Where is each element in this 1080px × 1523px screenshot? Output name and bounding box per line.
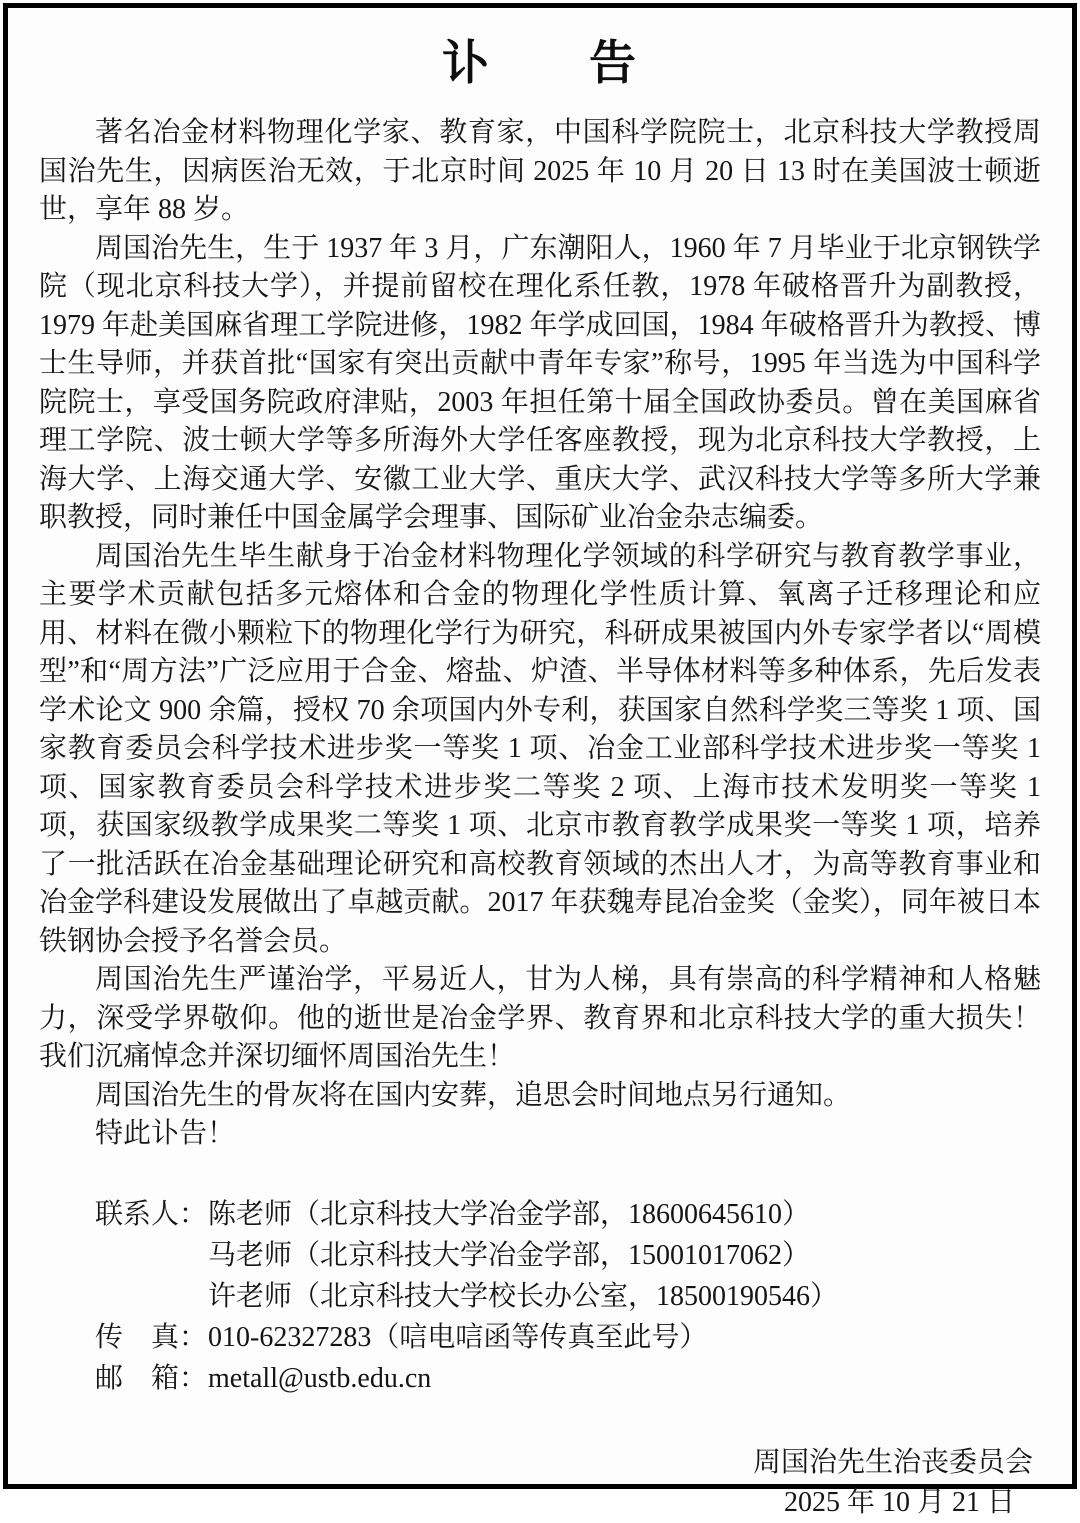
signature-block [39, 1443, 1041, 1523]
page-title: 讣 告 [442, 38, 638, 90]
paragraph-tribute: 周国治先生严谨治学，平易近人，甘为人梯，具有崇高的科学精神和人格魅力，深受学界敬仰。他的逝世是冶金学界、教育界和北京科技大学的重大损失！我们沉痛悼念并深切缅怀周国治先生！ [39, 964, 1041, 1073]
email-row [95, 1358, 1041, 1399]
contact-row-person-3 [95, 1276, 1041, 1317]
contact-block [39, 1194, 1041, 1399]
paragraph-achievements: 周国治先生毕生献身于冶金材料物理化学领域的科学研究与教育教学事业，主要学术贡献包括多元熔体和合金的物理化学性质计算、氧离子迁移理论和应用、材料在微小颗粒下的物理化学行为研究，科研成果被国内外专家学者以“周模型”和“周方法”广泛应用于合金、熔盐、炉渣、半导体材料等多种体系，先后发表学术论文 900 余篇，授权 70 余项国内外专利，获国家自然科学奖三等奖 1 项、国家教育委员会科学技术进步奖一等奖 1 项、冶金工业部科学技术进步奖一等奖 1 项、国家教育委员会科学技术进步奖二等奖 2 项、上海市技术发明奖一等奖 1 项，获国家级教学成果奖二等奖 1 项、北京市教育教学成果奖一等奖 1 项，培养了一批活跃在冶金基础理论研究和高校教育领域的杰出人才，为高等教育事业和冶金学科建设发展做出了卓越贡献。2017 年获魏寿昆冶金奖（金奖），同年被日本铁钢协会授予名誉会员。 [39, 540, 1041, 957]
paragraph-burial-notice: 周国治先生的骨灰将在国内安葬，追思会时间地点另行通知。 [95, 1079, 852, 1111]
document-frame [3, 3, 1077, 1518]
contact-person-2: 马老师（北京科技大学冶金学部，15001017062） [208, 1239, 811, 1271]
paragraph-biography: 周国治先生，生于 1937 年 3 月，广东潮阳人，1960 年 7 月毕业于北京钢铁学院（现北京科技大学），并提前留校在理化系任教，1978 年破格晋升为副教授，1979 年赴美国麻省理工学院进修，1982 年学成回国，1984 年破格晋升为教授、博士生导师，并获首批“国家有突出贡献中青年专家”称号，1995 年当选为中国科学院院士，享受国务院政府津贴，2003 年担任第十届全国政协委员。曾在美国麻省理工学院、波士顿大学等多所海外大学任客座教授，现为北京科技大学教授，上海大学、上海交通大学、安徽工业大学、重庆大学、武汉科技大学等多所大学兼职教授，同时兼任中国金属学会理事、国际矿业冶金杂志编委。 [39, 232, 1041, 534]
signature-date: 2025 年 10 月 21 日 [783, 1486, 1015, 1518]
contact-person-1: 陈老师（北京科技大学冶金学部，18600645610） [208, 1198, 811, 1230]
fax-label: 传 真： [95, 1321, 208, 1353]
contact-row-person-2 [95, 1235, 1041, 1276]
paragraph-death-announcement: 著名冶金材料物理化学家、教育家，中国科学院院士，北京科技大学教授周国治先生，因病医治无效，于北京时间 2025 年 10 月 20 日 13 时在美国波士顿逝世，享年 88 岁。 [39, 117, 1041, 226]
email-address: metall@ustb.edu.cn [208, 1362, 432, 1394]
fax-row [95, 1317, 1041, 1358]
contact-row-person-1 [95, 1194, 1041, 1235]
contact-label: 联系人： [95, 1198, 208, 1230]
email-label: 邮 箱： [95, 1362, 208, 1394]
paragraph-closing: 特此讣告！ [95, 1118, 236, 1150]
contact-person-3: 许老师（北京科技大学校长办公室，18500190546） [208, 1280, 839, 1312]
fax-number: 010-62327283（唁电唁函等传真至此号） [208, 1321, 708, 1353]
signature-committee: 周国治先生治丧委员会 [752, 1446, 1033, 1478]
